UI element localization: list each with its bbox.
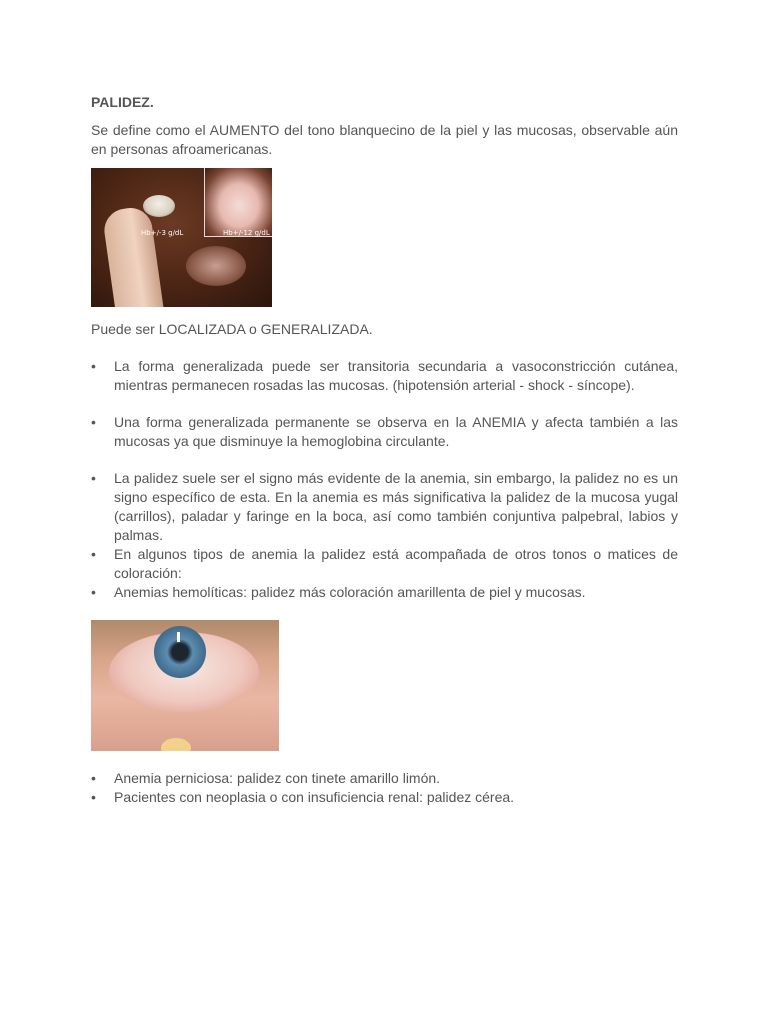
bullet-list-1 bbox=[91, 357, 678, 395]
list-item: • Pacientes con neoplasia o con insuficiencia renal: palidez cérea. bbox=[91, 788, 678, 807]
photo-label-low-hb: Hb+/-3 g/dL bbox=[141, 229, 184, 237]
list-item: • Anemia perniciosa: palidez con tinete amarillo limón. bbox=[91, 769, 678, 788]
document-page bbox=[91, 93, 678, 807]
heading: PALIDEZ. bbox=[91, 94, 154, 110]
bullet-list-4 bbox=[91, 769, 678, 807]
bullet-list-2 bbox=[91, 413, 678, 451]
list-item: • En algunos tipos de anemia la palidez está acompañada de otros tonos o matices de coloración: bbox=[91, 545, 678, 583]
photo-label-normal-hb: Hb+/-12 g/dL bbox=[223, 229, 270, 237]
anemia-face-photo bbox=[91, 168, 272, 307]
list-item: • La palidez suele ser el signo más evidente de la anemia, sin embargo, la palidez no es un signo específico de esta. En la anemia es más significativa la palidez de la mucosa yugal (carrillos), paladar y faringe en la boca, así como también conjuntiva palpebral, labios y palmas. bbox=[91, 469, 678, 545]
list-item: • La forma generalizada puede ser transitoria secundaria a vasoconstricción cutánea, mientras permanecen rosadas las mucosas. (hipotensión arterial - shock - síncope). bbox=[91, 357, 678, 395]
bullet-list-3 bbox=[91, 469, 678, 602]
intro-paragraph: Se define como el AUMENTO del tono blanquecino de la piel y las mucosas, observable aún en personas afroamericanas. bbox=[91, 122, 678, 157]
type-line: Puede ser LOCALIZADA o GENERALIZADA. bbox=[91, 321, 373, 337]
pale-conjunctiva-photo bbox=[91, 620, 279, 751]
list-item: • Una forma generalizada permanente se observa en la ANEMIA y afecta también a las mucosas ya que disminuye la hemoglobina circulante. bbox=[91, 413, 678, 451]
list-item: • Anemias hemolíticas: palidez más coloración amarillenta de piel y mucosas. bbox=[91, 583, 678, 602]
